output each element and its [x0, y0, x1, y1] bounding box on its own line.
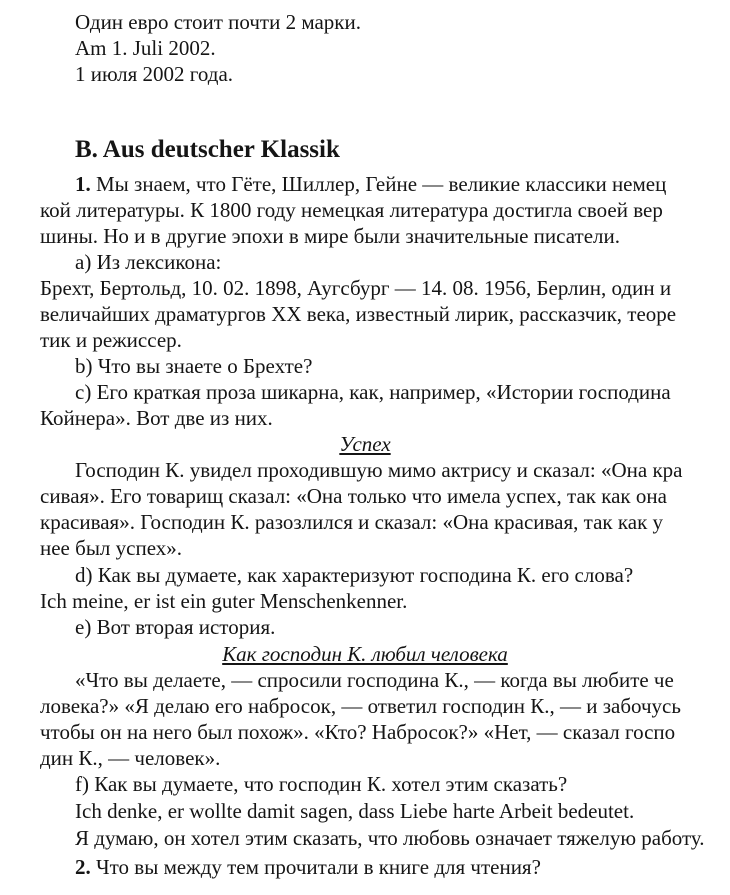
- text-line: Ich meine, er ist ein guter Menschenkenner.: [40, 589, 408, 613]
- text-line: Что вы между тем прочитали в книге для чтения?: [96, 855, 541, 879]
- task-number: 2.: [75, 855, 91, 879]
- text-line: Я думаю, он хотел этим сказать, что любовь означает тяжелую работу.: [75, 826, 705, 850]
- text-line: a) Из лексикона:: [75, 250, 222, 274]
- story-title: Успех: [339, 432, 391, 456]
- text-line: e) Вот вторая история.: [75, 615, 276, 639]
- text-line: Один евро стоит почти 2 марки.: [75, 10, 362, 34]
- text-line: сивая». Его товарищ сказал: «Она только что имела успех, так как она: [40, 484, 667, 508]
- text-line: Am 1. Juli 2002.: [75, 36, 216, 60]
- text-line: f) Как вы думаете, что господин К. хотел этим сказать?: [75, 772, 568, 796]
- story-title: Как господин К. любил человека: [222, 642, 508, 666]
- text-line: красивая». Господин К. разозлился и сказал: «Она красивая, так как у: [40, 510, 664, 534]
- text-line: тик и режиссер.: [40, 328, 182, 352]
- text-line: d) Как вы думаете, как характеризуют господина К. его слова?: [75, 563, 634, 587]
- text-line: чтобы он на него был похож». «Кто? Набросок?» «Нет, — сказал госпо: [40, 720, 676, 744]
- text-line: 1 июля 2002 года.: [75, 62, 234, 86]
- task-number: 1.: [75, 172, 91, 196]
- task-1-first-line: [75, 172, 666, 196]
- text-line: Ich denke, er wollte damit sagen, dass Liebe harte Arbeit bedeutet.: [75, 799, 635, 823]
- task-2-line: [75, 855, 541, 879]
- text-line: кой литературы. К 1800 году немецкая литература достигла своей вер: [40, 198, 663, 222]
- text-line: Господин К. увидел проходившую мимо актрису и сказал: «Она кра: [75, 458, 683, 482]
- text-line: дин К., — человек».: [40, 746, 221, 770]
- text-line: величайших драматургов XX века, известный лирик, рассказчик, теоре: [40, 302, 677, 326]
- text-line: Брехт, Бертольд, 10. 02. 1898, Аугсбург — 14. 08. 1956, Берлин, один и: [40, 276, 672, 300]
- text-line: ловека?» «Я делаю его набросок, — ответил господин К., — и забочусь: [40, 694, 681, 718]
- text-line: шины. Но и в другие эпохи в мире были значительные писатели.: [40, 224, 620, 248]
- text-line: c) Его краткая проза шикарна, как, например, «Истории господина: [75, 380, 671, 404]
- section-heading: B. Aus deutscher Klassik: [75, 136, 340, 163]
- text-line: b) Что вы знаете о Брехте?: [75, 354, 313, 378]
- text-line: Мы знаем, что Гёте, Шиллер, Гейне — великие классики немец: [96, 172, 667, 196]
- text-line: нее был успех».: [40, 536, 183, 560]
- text-line: Койнера». Вот две из них.: [40, 406, 273, 430]
- text-line: «Что вы делаете, — спросили господина К., — когда вы любите че: [75, 668, 674, 692]
